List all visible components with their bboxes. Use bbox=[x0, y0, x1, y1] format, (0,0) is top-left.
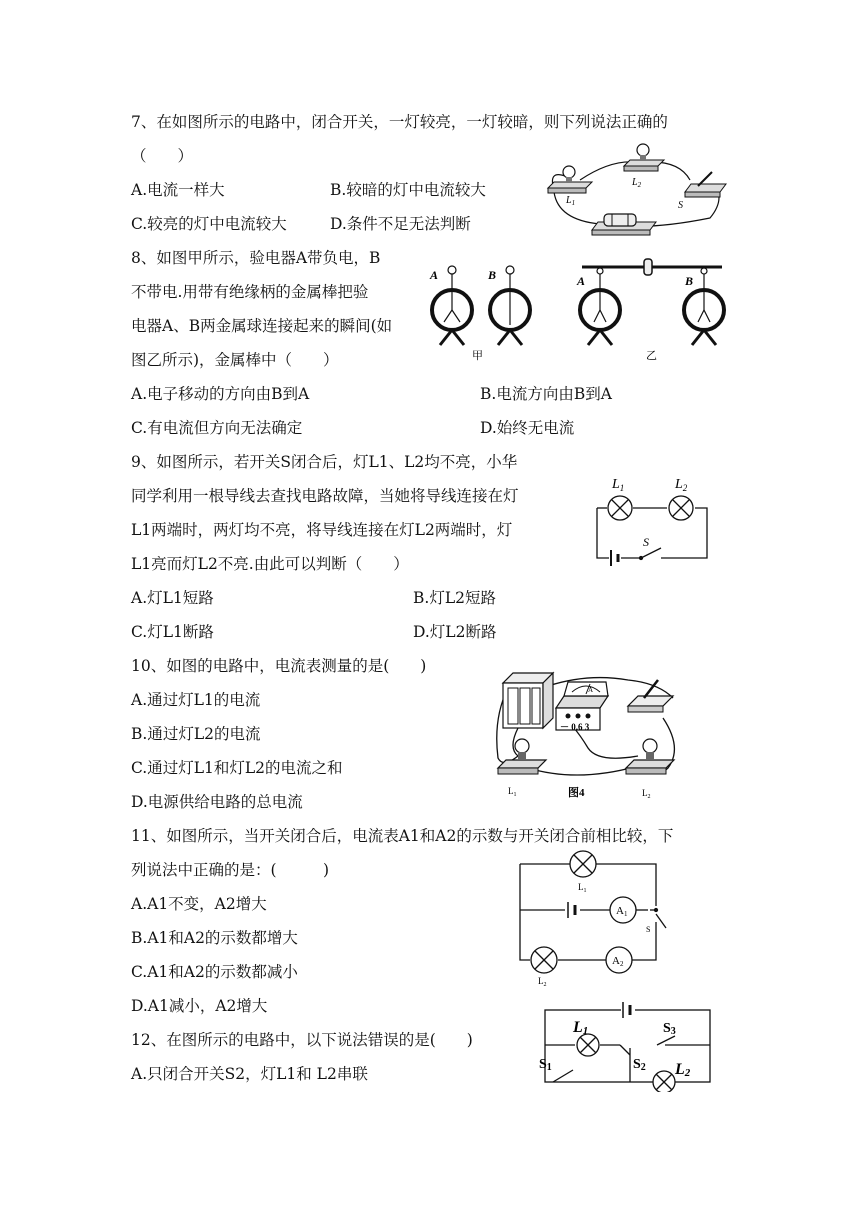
q9-stem-line4: L1亮而灯L2不亮.由此可以判断（ ） bbox=[131, 555, 409, 573]
q12-label-s1: S1 bbox=[539, 1057, 552, 1073]
q11-option-b: B.A1和A2的示数都增大 bbox=[131, 929, 298, 947]
q12-circuit-figure bbox=[535, 1000, 720, 1092]
q10-lamp-l1-icon bbox=[498, 739, 546, 774]
q11-label-l2: $L_2$ bbox=[538, 976, 547, 988]
q12-lamp-l2-icon bbox=[653, 1071, 675, 1092]
q9-stem-line1: 9、如图所示，若开关S闭合后，灯L1、L2均不亮，小华 bbox=[131, 453, 518, 471]
q7-option-c: C.较亮的灯中电流较大 bbox=[131, 215, 287, 233]
q12-label-s3: S3 bbox=[663, 1021, 676, 1037]
q8-label-b: B bbox=[488, 268, 497, 282]
q10-option-b: B.通过灯L2的电流 bbox=[131, 725, 261, 743]
q11-lamp-l2-icon bbox=[531, 947, 557, 973]
q8-yi-electroscope-a-icon bbox=[580, 268, 620, 345]
q10-option-d: D.电源供给电路的总电流 bbox=[131, 793, 303, 811]
q9-option-c: C.灯L1断路 bbox=[131, 623, 214, 641]
q12-stem: 12、在图所示的电路中，以下说法错误的是( ) bbox=[131, 1031, 473, 1049]
q8-yi-label-b: B bbox=[685, 274, 694, 288]
q8-option-d: D.始终无电流 bbox=[480, 419, 575, 437]
q8-stem-line3: 电器A、B两金属球连接起来的瞬间(如 bbox=[131, 317, 393, 335]
q9-label-l2: $L_2$ bbox=[675, 477, 688, 493]
q9-option-d: D.灯L2断路 bbox=[413, 623, 497, 641]
q7-lamp-l1-icon bbox=[548, 166, 592, 193]
q9-circuit-figure bbox=[585, 468, 715, 568]
q7-label-s: S bbox=[678, 200, 683, 211]
q11-lamp-l1-icon bbox=[570, 851, 596, 877]
q8-option-a: A.电子移动的方向由B到A bbox=[131, 385, 310, 403]
q12-label-s2: S2 bbox=[633, 1057, 646, 1073]
q11-label-a2: A2 bbox=[612, 955, 624, 968]
q9-label-l1: $L_1$ bbox=[612, 477, 625, 493]
q10-circuit-figure bbox=[488, 668, 688, 803]
q11-circuit-figure bbox=[510, 850, 690, 990]
q10-caption: 图4 bbox=[568, 787, 585, 799]
q7-option-b: B.较暗的灯中电流较大 bbox=[330, 181, 486, 199]
q11-option-a: A.A1不变，A2增大 bbox=[131, 895, 267, 913]
q11-label-a1: A1 bbox=[616, 905, 628, 918]
q7-option-d: D.条件不足无法判断 bbox=[330, 215, 471, 233]
q9-label-s: S bbox=[643, 535, 649, 549]
q10-meter-label: A bbox=[588, 686, 594, 694]
q8-stem-line2: 不带电.用带有绝缘柄的金属棒把验 bbox=[131, 283, 369, 301]
q10-meter-terminals: － 0.6 3 bbox=[560, 722, 590, 732]
q7-stem-line2: （ ） bbox=[131, 147, 194, 165]
q10-battery-icon bbox=[503, 673, 553, 728]
q8-label-a: A bbox=[430, 268, 439, 282]
q10-option-a: A.通过灯L1的电流 bbox=[131, 691, 261, 709]
q7-label-l1: $L_1$ bbox=[566, 195, 576, 207]
q7-label-l2: $L_2$ bbox=[632, 177, 642, 189]
q11-option-c: C.A1和A2的示数都减小 bbox=[131, 963, 298, 981]
q7-lamp-l2-icon bbox=[624, 144, 664, 171]
q12-label-l2: L2 bbox=[675, 1061, 691, 1079]
q7-stem-line1: 7、在如图所示的电路中，闭合开关，一灯较亮，一灯较暗，则下列说法正确的 bbox=[131, 113, 668, 131]
q10-label-l2: $L_2$ bbox=[642, 788, 651, 800]
q11-option-d: D.A1减小，A2增大 bbox=[131, 997, 268, 1015]
q9-lamp-l2-icon bbox=[669, 496, 693, 520]
q12-option-a: A.只闭合开关S2，灯L1和 L2串联 bbox=[131, 1065, 368, 1083]
q12-label-l1: L1 bbox=[573, 1019, 589, 1037]
q11-stem-line2: 列说法中正确的是：( ) bbox=[131, 861, 330, 879]
q11-stem-line1: 11、如图所示，当开关闭合后，电流表A1和A2的示数与开关闭合前相比较，下 bbox=[131, 827, 674, 845]
q9-option-b: B.灯L2短路 bbox=[413, 589, 496, 607]
q8-option-c: C.有电流但方向无法确定 bbox=[131, 419, 303, 437]
q9-stem-line3: L1两端时，两灯均不亮，将导线连接在灯L2两端时，灯 bbox=[131, 521, 513, 539]
q9-stem-line2: 同学利用一根导线去查找电路故障，当她将导线连接在灯 bbox=[131, 487, 519, 505]
q11-label-s: S bbox=[646, 925, 651, 934]
q11-label-l1: $L_1$ bbox=[578, 882, 587, 894]
q12-lamp-l1-icon bbox=[577, 1034, 599, 1056]
q10-label-l1: $L_1$ bbox=[508, 786, 517, 798]
q8-yi-label-a: A bbox=[577, 274, 586, 288]
q8-option-b: B.电流方向由B到A bbox=[480, 385, 612, 403]
q8-caption-yi: 乙 bbox=[646, 350, 657, 362]
q7-battery-icon bbox=[592, 214, 656, 235]
q10-stem: 10、如图的电路中，电流表测量的是( ) bbox=[131, 657, 427, 675]
q9-option-a: A.灯L1短路 bbox=[131, 589, 214, 607]
q8-stem-line1: 8、如图甲所示，验电器A带负电，B bbox=[131, 249, 381, 267]
q10-option-c: C.通过灯L1和灯L2的电流之和 bbox=[131, 759, 343, 777]
q8-electroscope-figure bbox=[422, 255, 742, 365]
q7-circuit-figure bbox=[540, 140, 730, 240]
q7-option-a: A.电流一样大 bbox=[131, 181, 225, 199]
q8-caption-jia: 甲 bbox=[472, 350, 483, 362]
q9-lamp-l1-icon bbox=[608, 496, 632, 520]
q7-switch-s-icon bbox=[685, 172, 726, 197]
q8-stem-line4: 图乙所示)，金属棒中（ ） bbox=[131, 351, 339, 369]
